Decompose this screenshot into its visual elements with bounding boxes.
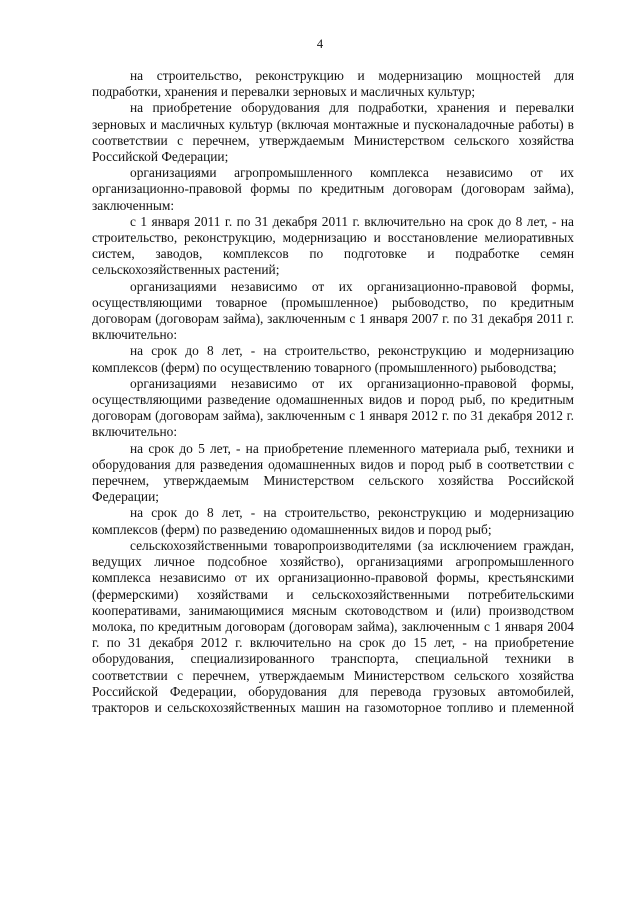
paragraph: на срок до 8 лет, - на строительство, реконструкцию и модернизацию комплексов (ферм) по осуществлению товарного (промышленного) рыбоводства; [92, 343, 574, 375]
page-number: 4 [316, 37, 324, 51]
paragraph: организациями независимо от их организационно-правовой формы, осуществляющими разведение одомашненных видов и пород рыб, по кредитным договорам (договорам займа), заключенным с 1 января 2012 г. по 31 декабря 2012 г. включительно: [92, 375, 574, 440]
paragraph: организациями независимо от их организационно-правовой формы, осуществляющими товарное (промышленное) рыбоводство, по кредитным договорам (договорам займа), заключенным с 1 января 2007 г. по 31 декабря 2011 г. включительно: [92, 278, 574, 343]
paragraph: с 1 января 2011 г. по 31 декабря 2011 г. включительно на срок до 8 лет, - на строительство, реконструкцию, модернизацию и восстановление мелиоративных систем, заводов, комплексов по подготовке и подработке семян сельскохозяйственных растений; [92, 213, 574, 278]
paragraph: сельскохозяйственными товаропроизводителями (за исключением граждан, ведущих личное подсобное хозяйство), организациями агропромышленного комплекса независимо от их организационно-правовой формы, крестьянскими (фермерскими) хозяйствами и сельскохозяйственными потребительскими кооперативами, занимающимися мясным скотоводством и (или) производством молока, по кредитным договорам (договорам займа), заключенным с 1 января 2004 г. по 31 декабря 2012 г. включительно на срок до 15 лет, - на приобретение оборудования, специализированного транспорта, специальной техники в соответствии с перечнем, утверждаемым Министерством сельского хозяйства Российской Федерации, оборудования для перевода грузовых автомобилей, тракторов и сельскохозяйственных машин на газомоторное топливо и племенной [92, 537, 574, 715]
body-text [92, 68, 574, 716]
paragraph: на срок до 5 лет, - на приобретение племенного материала рыб, техники и оборудования для разведения одомашненных видов и пород рыб в соответствии с перечнем, утверждаемым Министерством сельского хозяйства Российской Федерации; [92, 440, 574, 505]
paragraph: организациями агропромышленного комплекса независимо от их организационно-правовой формы по кредитным договорам (договорам займа), заключенным: [92, 165, 574, 213]
paragraph: на срок до 8 лет, - на строительство, реконструкцию и модернизацию комплексов (ферм) по разведению одомашненных видов и пород рыб; [92, 505, 574, 537]
paragraph: на строительство, реконструкцию и модернизацию мощностей для подработки, хранения и перевалки зерновых и масличных культур; [92, 68, 574, 100]
paragraph: на приобретение оборудования для подработки, хранения и перевалки зерновых и масличных культур (включая монтажные и пусконаладочные работы) в соответствии с перечнем, утверждаемым Министерством сельского хозяйства Российской Федерации; [92, 100, 574, 165]
